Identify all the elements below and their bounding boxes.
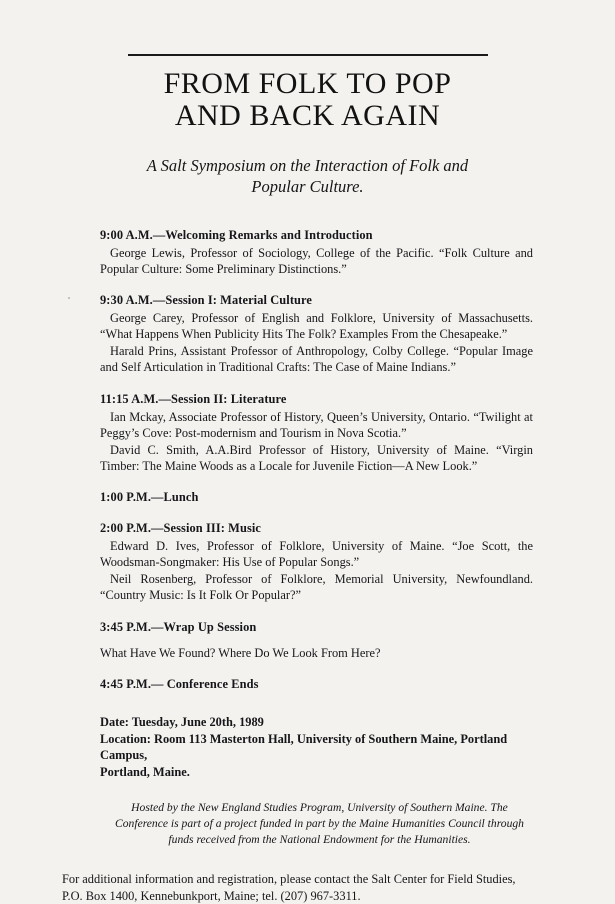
title-line-1: FROM FOLK TO POP — [163, 67, 452, 100]
hosted-note: Hosted by the New England Studies Program, University of Southern Maine. The Conference is part of a project funded in part by the Maine Humanities Council through funds received from the National Endowment for the Humanities. — [115, 801, 524, 846]
session-heading: 2:00 P.M.—Session III: Music — [100, 521, 262, 536]
session-block — [100, 490, 539, 505]
subtitle-line-2: Popular Culture. — [251, 177, 364, 197]
session-entry: Edward D. Ives, Professor of Folklore, University of Maine. “Joe Scott, the Woodsman-Songmaker: His Use of Popular Songs.” — [100, 539, 533, 570]
event-date: Date: Tuesday, June 20th, 1989 — [100, 715, 264, 730]
session-entry: Ian Mckay, Associate Professor of History, Queen’s University, Ontario. “Twilight at Peggy’s Cove: Post-modernism and Tourism in Nova Scotia.” — [100, 409, 533, 440]
session-heading: 11:15 A.M.—Session II: Literature — [100, 391, 287, 406]
session-block — [100, 521, 539, 604]
session-block — [100, 228, 539, 278]
title-rule — [128, 54, 488, 56]
session-heading: 1:00 P.M.—Lunch — [100, 490, 199, 505]
title-line-2: AND BACK AGAIN — [174, 99, 441, 133]
session-entry: David C. Smith, A.A.Bird Professor of History, University of Maine. “Virgin Timber: The Maine Woods as a Locale for Juvenile Fiction—A New Look.” — [100, 442, 533, 473]
page-subtitle — [106, 155, 509, 198]
session-heading: 9:00 A.M.—Welcoming Remarks and Introduction — [100, 227, 373, 242]
session-heading: 4:45 P.M.— Conference Ends — [100, 677, 259, 692]
session-heading: 9:30 A.M.—Session I: Material Culture — [100, 293, 313, 308]
session-entry: George Carey, Professor of English and Folklore, University of Massachusetts. “What Happens When Publicity Hits The Folk? Examples From the Chesapeake.” — [100, 311, 533, 342]
session-entry: Harald Prins, Assistant Professor of Anthropology, Colby College. “Popular Image and Self Articulation in Traditional Crafts: The Case of Maine Indians.” — [100, 344, 533, 375]
program-schedule — [62, 228, 553, 904]
session-block — [100, 677, 539, 692]
session-block — [100, 293, 539, 376]
page-title — [62, 68, 553, 133]
event-location-line-1: Location: Room 113 Masterton Hall, University of Southern Maine, Portland Campus, — [100, 731, 508, 763]
contact-info: For additional information and registration, please contact the Salt Center for Field Studies, P.O. Box 1400, Kennebunkport, Maine; tel. (207) 967-3311. — [62, 872, 516, 903]
session-entry: George Lewis, Professor of Sociology, College of the Pacific. “Folk Culture and Popular Culture: Some Preliminary Distinctions.” — [100, 245, 533, 276]
session-entry: Neil Rosenberg, Professor of Folklore, Memorial University, Newfoundland. “Country Music: Is It Folk Or Popular?” — [100, 572, 533, 603]
session-entry: What Have We Found? Where Do We Look From Here? — [100, 645, 381, 660]
subtitle-line-1: A Salt Symposium on the Interaction of Folk and — [146, 155, 469, 175]
event-details — [100, 714, 539, 780]
session-block — [100, 620, 539, 661]
event-location-line-2: Portland, Maine. — [100, 764, 190, 779]
session-block — [100, 392, 539, 475]
page-speck — [68, 297, 70, 299]
session-heading: 3:45 P.M.—Wrap Up Session — [100, 619, 257, 634]
